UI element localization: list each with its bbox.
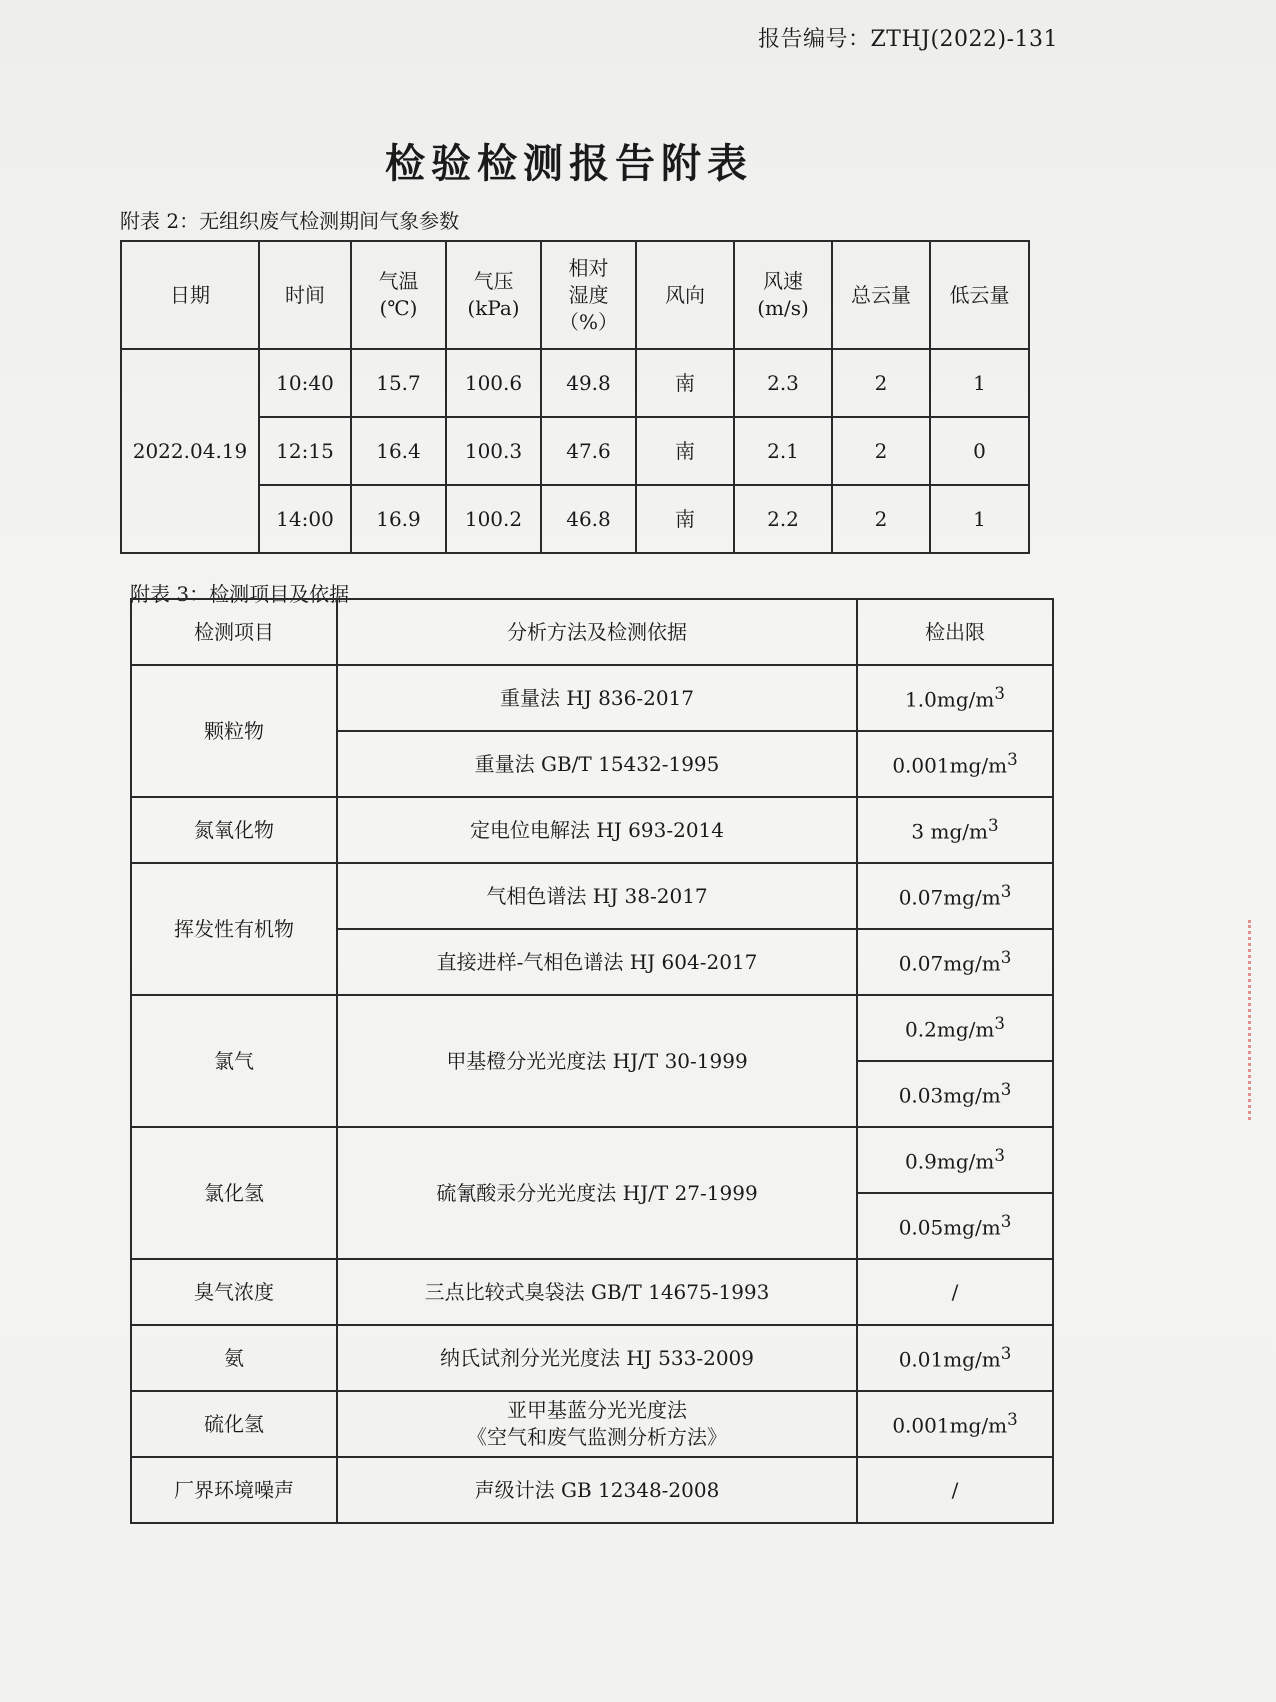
cell-wind-speed: 2.2 xyxy=(734,485,832,553)
header-pressure-unit: (kPa) xyxy=(467,296,520,320)
cell-method: 纳氏试剂分光光度法 HJ 533-2009 xyxy=(337,1325,857,1391)
weather-header-row xyxy=(121,241,1029,349)
seal-stamp-fragment xyxy=(1248,920,1276,1120)
cell-method: 甲基橙分光光度法 HJ/T 30-1999 xyxy=(337,995,857,1127)
header-total-cloud: 总云量 xyxy=(832,241,930,349)
cell-time: 12:15 xyxy=(259,417,351,485)
table-row xyxy=(121,349,1029,417)
cell-item: 颗粒物 xyxy=(131,665,337,797)
cell-limit xyxy=(857,665,1053,731)
cell-time: 10:40 xyxy=(259,349,351,417)
cell-item: 挥发性有机物 xyxy=(131,863,337,995)
cell-wind-dir: 南 xyxy=(636,417,734,485)
limit-value: 0.07mg/m xyxy=(898,951,1001,976)
cell-low-cloud: 1 xyxy=(930,349,1029,417)
cell-limit xyxy=(857,1193,1053,1259)
table-row xyxy=(131,995,1053,1061)
cell-limit: / xyxy=(857,1259,1053,1325)
cell-item: 臭气浓度 xyxy=(131,1259,337,1325)
cell-humidity: 47.6 xyxy=(541,417,636,485)
header-pressure xyxy=(446,241,541,349)
cell-temp: 16.4 xyxy=(351,417,446,485)
cell-item: 氯化氢 xyxy=(131,1127,337,1259)
cell-method: 硫氰酸汞分光光度法 HJ/T 27-1999 xyxy=(337,1127,857,1259)
cell-item: 氮氧化物 xyxy=(131,797,337,863)
cell-limit xyxy=(857,929,1053,995)
cell-limit xyxy=(857,1325,1053,1391)
limit-value: 0.01mg/m xyxy=(898,1347,1001,1372)
cell-method: 声级计法 GB 12348-2008 xyxy=(337,1457,857,1523)
header-low-cloud: 低云量 xyxy=(930,241,1029,349)
cell-item: 硫化氢 xyxy=(131,1391,337,1457)
limit-value: 0.001mg/m xyxy=(892,1413,1008,1438)
superscript: 3 xyxy=(1000,881,1012,901)
cell-total-cloud: 2 xyxy=(832,349,930,417)
limit-value: 0.001mg/m xyxy=(892,753,1008,778)
cell-total-cloud: 2 xyxy=(832,485,930,553)
superscript: 3 xyxy=(1000,1343,1012,1363)
superscript: 3 xyxy=(994,1145,1005,1165)
cell-method: 重量法 GB/T 15432-1995 xyxy=(337,731,857,797)
cell-item: 氯气 xyxy=(131,995,337,1127)
limit-value: 0.03mg/m xyxy=(898,1083,1001,1108)
header-time: 时间 xyxy=(259,241,351,349)
weather-table xyxy=(120,240,1030,554)
cell-temp: 15.7 xyxy=(351,349,446,417)
superscript: 3 xyxy=(994,683,1005,703)
table-row xyxy=(131,665,1053,731)
superscript: 3 xyxy=(1000,947,1012,967)
limit-value: 0.05mg/m xyxy=(898,1215,1001,1240)
cell-method: 直接进样-气相色谱法 HJ 604-2017 xyxy=(337,929,857,995)
table2-caption: 附表 2：无组织废气检测期间气象参数 xyxy=(120,209,460,233)
table-row xyxy=(131,1391,1053,1457)
cell-total-cloud: 2 xyxy=(832,417,930,485)
cell-wind-dir: 南 xyxy=(636,349,734,417)
cell-item: 厂界环境噪声 xyxy=(131,1457,337,1523)
cell-method xyxy=(337,1391,857,1457)
cell-pressure: 100.6 xyxy=(446,349,541,417)
cell-limit xyxy=(857,1127,1053,1193)
table-row xyxy=(131,1325,1053,1391)
cell-limit: / xyxy=(857,1457,1053,1523)
cell-time: 14:00 xyxy=(259,485,351,553)
table-row xyxy=(131,797,1053,863)
cell-method: 三点比较式臭袋法 GB/T 14675-1993 xyxy=(337,1259,857,1325)
header-humidity-label-1: 相对 xyxy=(568,255,609,280)
limit-value: 1.0mg/m xyxy=(905,687,995,712)
table-row xyxy=(131,863,1053,929)
methods-header-row xyxy=(131,599,1053,665)
method-line-2: 《空气和废气监测分析方法》 xyxy=(467,1425,727,1449)
report-number: 报告编号：ZTHJ(2022)-131 xyxy=(758,27,1059,52)
cell-method: 定电位电解法 HJ 693-2014 xyxy=(337,797,857,863)
table-row xyxy=(131,1259,1053,1325)
superscript: 3 xyxy=(994,1013,1005,1033)
cell-limit xyxy=(857,995,1053,1061)
cell-method: 气相色谱法 HJ 38-2017 xyxy=(337,863,857,929)
table3-caption: 附表 3：检测项目及依据 xyxy=(130,582,350,606)
cell-wind-speed: 2.3 xyxy=(734,349,832,417)
superscript: 3 xyxy=(1007,1409,1018,1429)
methods-table xyxy=(130,598,1054,1524)
table-row xyxy=(131,1457,1053,1523)
table-row xyxy=(131,1127,1053,1193)
cell-limit xyxy=(857,731,1053,797)
header-item: 检测项目 xyxy=(131,599,337,665)
cell-pressure: 100.3 xyxy=(446,417,541,485)
cell-low-cloud: 1 xyxy=(930,485,1029,553)
cell-humidity: 46.8 xyxy=(541,485,636,553)
cell-wind-speed: 2.1 xyxy=(734,417,832,485)
cell-limit xyxy=(857,1391,1053,1457)
header-humidity-label-2: 湿度 xyxy=(568,282,609,307)
cell-item: 氨 xyxy=(131,1325,337,1391)
cell-pressure: 100.2 xyxy=(446,485,541,553)
header-temp xyxy=(351,241,446,349)
header-humidity xyxy=(541,241,636,349)
cell-method: 重量法 HJ 836-2017 xyxy=(337,665,857,731)
header-wind-speed xyxy=(734,241,832,349)
limit-value: 0.07mg/m xyxy=(898,885,1001,910)
header-date: 日期 xyxy=(121,241,259,349)
cell-limit xyxy=(857,1061,1053,1127)
superscript: 3 xyxy=(1007,749,1018,769)
header-pressure-label: 气压 xyxy=(473,269,514,293)
limit-value: 3 mg/m xyxy=(911,819,988,844)
superscript: 3 xyxy=(987,815,999,835)
header-method: 分析方法及检测依据 xyxy=(337,599,857,665)
method-line-1: 亚甲基蓝分光光度法 xyxy=(507,1398,687,1422)
page-title: 检验检测报告附表 xyxy=(385,141,753,187)
cell-wind-dir: 南 xyxy=(636,485,734,553)
superscript: 3 xyxy=(1000,1079,1012,1099)
cell-limit xyxy=(857,863,1053,929)
header-wind-speed-label: 风速 xyxy=(763,269,803,293)
limit-value: 0.9mg/m xyxy=(905,1149,995,1174)
header-temp-unit: (℃) xyxy=(379,296,418,320)
header-limit: 检出限 xyxy=(857,599,1053,665)
superscript: 3 xyxy=(1000,1211,1012,1231)
cell-low-cloud: 0 xyxy=(930,417,1029,485)
cell-limit xyxy=(857,797,1053,863)
cell-date: 2022.04.19 xyxy=(121,349,259,553)
header-temp-label: 气温 xyxy=(378,269,419,293)
cell-humidity: 49.8 xyxy=(541,349,636,417)
limit-value: 0.2mg/m xyxy=(905,1017,995,1042)
header-wind-speed-unit: (m/s) xyxy=(757,296,809,320)
header-wind-dir: 风向 xyxy=(636,241,734,349)
header-humidity-unit: （%） xyxy=(558,309,618,334)
cell-temp: 16.9 xyxy=(351,485,446,553)
